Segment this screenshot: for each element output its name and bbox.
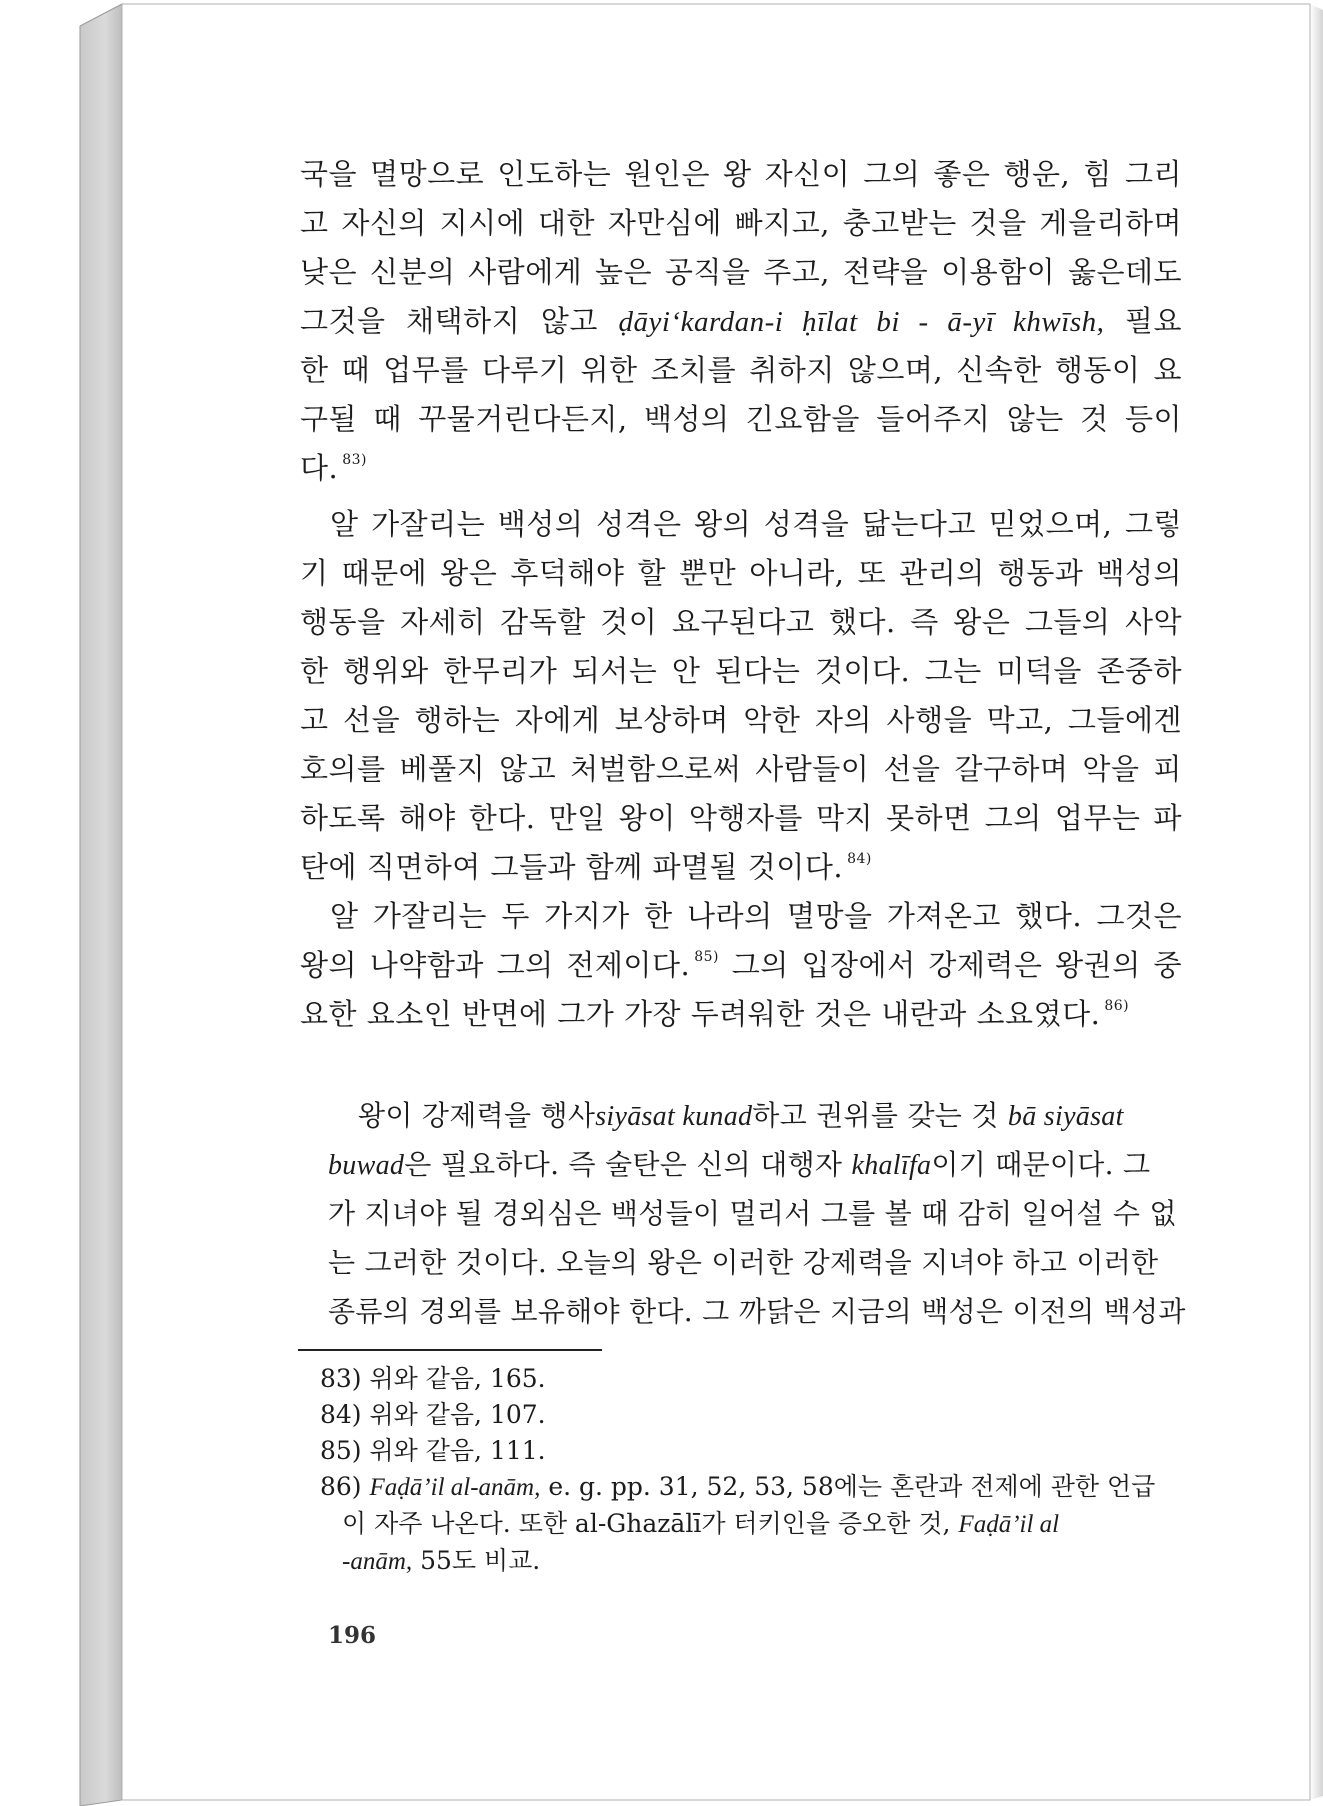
text-line [300, 843, 1182, 892]
text-line [300, 444, 1182, 493]
transliteration: -anām, [342, 1548, 413, 1575]
text-segment: 이기 때문이다. 그 [931, 1148, 1151, 1181]
text-line: 고 자신의 지시에 대한 자만심에 빠지고, 충고받는 것을 게을리하며 [300, 206, 1182, 240]
text-segment: 55도 비교. [420, 1546, 541, 1575]
text-segment: 은 필요하다. 즉 술탄은 신의 대행자 [404, 1148, 843, 1181]
text-line: 고 선을 행하는 자에게 보상하며 악한 자의 사행을 막고, 그들에겐 [300, 703, 1182, 737]
text-line: 한 때 업무를 다루기 위한 조치를 취하지 않으며, 신속한 행동이 요 [300, 353, 1182, 387]
text-segment: 다. [300, 451, 339, 485]
text-segment: 왕의 나약함과 그의 전제이다. [300, 948, 691, 982]
transliteration: siyāsat kunad [595, 1101, 753, 1132]
text-line [328, 1092, 1182, 1141]
transliteration: Faḍā’il al-anām, [369, 1474, 541, 1501]
text-line: 종류의 경외를 보유해야 한다. 그 까닭은 지금의 백성은 이전의 백성과 [328, 1295, 1186, 1328]
footnote-84: 84) 위와 같음, 107. [320, 1400, 546, 1429]
text-segment: e. g. pp. 31, 52, 53, 58에는 혼란과 전제에 관한 언급 [548, 1472, 1156, 1501]
text-line [328, 1141, 1182, 1190]
footnote-ref-84: 84) [847, 851, 872, 867]
block-quote [328, 1092, 1186, 1337]
text-segment: 왕이 강제력을 행사 [358, 1099, 596, 1132]
text-line: 하도록 해야 한다. 만일 왕이 악행자를 막지 못하면 그의 업무는 파 [300, 801, 1182, 835]
text-segment: 하고 권위를 갖는 것 [752, 1099, 999, 1132]
text-line: 국을 멸망으로 인도하는 원인은 왕 자신이 그의 좋은 행운, 힘 그리 [300, 157, 1182, 191]
text-line: 구될 때 꾸물거린다든지, 백성의 긴요함을 들어주지 않는 것 등이 [300, 402, 1182, 436]
text-line: 기 때문에 왕은 후덕해야 할 뿐만 아니라, 또 관리의 행동과 백성의 [300, 556, 1182, 590]
text-line [300, 941, 1182, 990]
transliteration: ḍāyi‘kardan-i ḥīlat bi - ā-yī khwīsh, [618, 306, 1105, 338]
footnote-ref-86: 86) [1104, 998, 1130, 1014]
page-number: 196 [328, 1622, 377, 1649]
footnote-ref-83: 83) [342, 452, 368, 468]
transliteration: buwad [328, 1150, 405, 1181]
paragraph-3 [300, 892, 1182, 1039]
transliteration: khalīfa [851, 1150, 932, 1181]
book-page [122, 4, 1310, 1800]
text-segment: 탄에 직면하여 그들과 함께 파멸될 것이다. [300, 850, 844, 884]
text-segment: 그것을 채택하지 않고 [300, 304, 598, 338]
text-line [300, 297, 1182, 346]
footnote-number: 86) [320, 1472, 362, 1501]
transliteration: Faḍā’il al [958, 1511, 1060, 1538]
footnotes [320, 1361, 1184, 1580]
paragraph-1 [300, 150, 1182, 493]
text-line: 한 행위와 한무리가 되서는 안 된다는 것이다. 그는 미덕을 존중하 [300, 654, 1182, 688]
text-line: 알 가잘리는 두 가지가 한 나라의 멸망을 가져온고 했다. 그것은 [330, 899, 1182, 933]
text-segment: 요한 요소인 반면에 그가 가장 두려워한 것은 내란과 소요였다. [300, 997, 1101, 1031]
footnote-85: 85) 위와 같음, 111. [320, 1436, 546, 1465]
transliteration: bā siyāsat [1007, 1101, 1124, 1132]
text-line [300, 990, 1182, 1039]
footnote-ref-85: 85) [694, 949, 719, 965]
text-segment: 이 자주 나온다. 또한 al-Ghazālī가 터키인을 증오한 것, [342, 1509, 951, 1538]
footnote-86-continued [320, 1506, 1184, 1543]
text-line: 는 그러한 것이다. 오늘의 왕은 이러한 강제력을 지녀야 하고 이러한 [328, 1246, 1159, 1279]
footnote-divider [298, 1349, 602, 1351]
footnote-83: 83) 위와 같음, 165. [320, 1364, 546, 1393]
text-line: 호의를 베풀지 않고 처벌함으로써 사람들이 선을 갈구하며 악을 피 [300, 752, 1182, 786]
paragraph-2 [300, 500, 1182, 892]
text-line: 알 가잘리는 백성의 성격은 왕의 성격을 닮는다고 믿었으며, 그렇 [330, 507, 1182, 541]
footnote-86 [320, 1469, 1184, 1506]
text-line: 가 지녀야 될 경외심은 백성들이 멀리서 그를 볼 때 감히 일어설 수 없 [328, 1197, 1177, 1230]
footnote-86-continued [320, 1543, 1184, 1580]
text-segment: 그의 입장에서 강제력은 왕권의 중 [731, 948, 1182, 982]
text-segment: 필요 [1124, 304, 1183, 338]
text-line: 낮은 신분의 사람에게 높은 공직을 주고, 전략을 이용함이 옳은데도 [300, 255, 1182, 289]
text-line: 행동을 자세히 감독할 것이 요구된다고 했다. 즉 왕은 그들의 사악 [300, 605, 1182, 639]
